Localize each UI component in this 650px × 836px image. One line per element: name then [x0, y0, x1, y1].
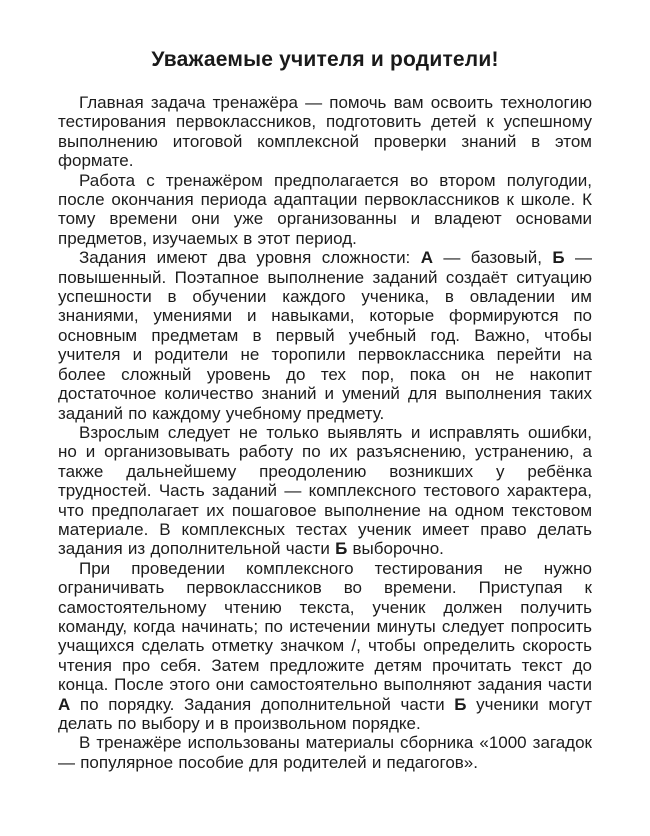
paragraph-text: — базовый,	[432, 248, 553, 268]
paragraph-text: ученики могут делать по выбору и в произвольном порядке.	[58, 694, 592, 733]
paragraph	[58, 733, 592, 772]
paragraph-text: При проведении комплексного тестирования не нужно ограничивать первоклассников во времени. Приступая к самостоятельному чтению текста, ученик должен получить команду, когда начинать; по истечении минуты следует попросить учащихся сделать отметку значком /, чтобы определить скорость чтения про себя. Затем предложите детям прочитать текст до конца. После этого они самостоятельно выполняют задания части	[58, 558, 592, 695]
level-marker: Б	[335, 539, 348, 559]
level-marker: Б	[552, 248, 565, 268]
level-marker: А	[420, 248, 433, 268]
paragraph-text: Задания имеют два уровня сложности:	[79, 248, 421, 268]
level-marker: А	[58, 694, 71, 714]
paragraph-text: Взрослым следует не только выявлять и исправлять ошибки, но и организовывать работу по их разъяснению, устранению, а также дальнейшему преодолению возникших у ребёнка трудностей. Часть заданий — комплексного тестового характера, что предполагает их пошаговое выполнение на одном текстовом материале. В комплексных тестах ученик имеет право делать задания из дополнительной части	[58, 422, 592, 559]
level-marker: Б	[454, 694, 467, 714]
paragraph-text: по порядку. Задания дополнительной части	[70, 694, 455, 714]
paragraph-text: Главная задача тренажёра — помочь вам освоить технологию тестирования первоклассников, подготовить детей к успешному выполнению итоговой комплексной проверки знаний в этом формате.	[58, 93, 592, 171]
paragraph-text: — повышенный. Поэтапное выполнение заданий создаёт ситуацию успешности в обучении каждого ученика, в овладении им знаниями, умениями и навыками, которые формируются по основным предметам в первый учебный год. Важно, чтобы учителя и родители не торопили первоклассника перейти на более сложный уровень до тех пор, пока он не накопит достаточное количество знаний и умений для выполнения таких заданий по каждому учебному предмету.	[58, 248, 592, 423]
paragraph-text: В тренажёре использованы материалы сборника «1000 загадок — популярное пособие для родителей и педагогов».	[58, 733, 592, 772]
body-text	[58, 93, 592, 772]
paragraph	[58, 423, 592, 559]
paragraph	[58, 248, 592, 423]
paragraph	[58, 171, 592, 249]
paragraph-text: выборочно.	[347, 539, 444, 559]
paragraph	[58, 93, 592, 171]
paragraph	[58, 559, 592, 734]
page-title: Уважаемые учителя и родители!	[151, 48, 499, 71]
paragraph-text: Работа с тренажёром предполагается во втором полугодии, после окончания периода адаптации первоклассников к школе. К тому времени они уже организованны и владеют основами предметов, изучаемых в этот период.	[58, 170, 592, 248]
